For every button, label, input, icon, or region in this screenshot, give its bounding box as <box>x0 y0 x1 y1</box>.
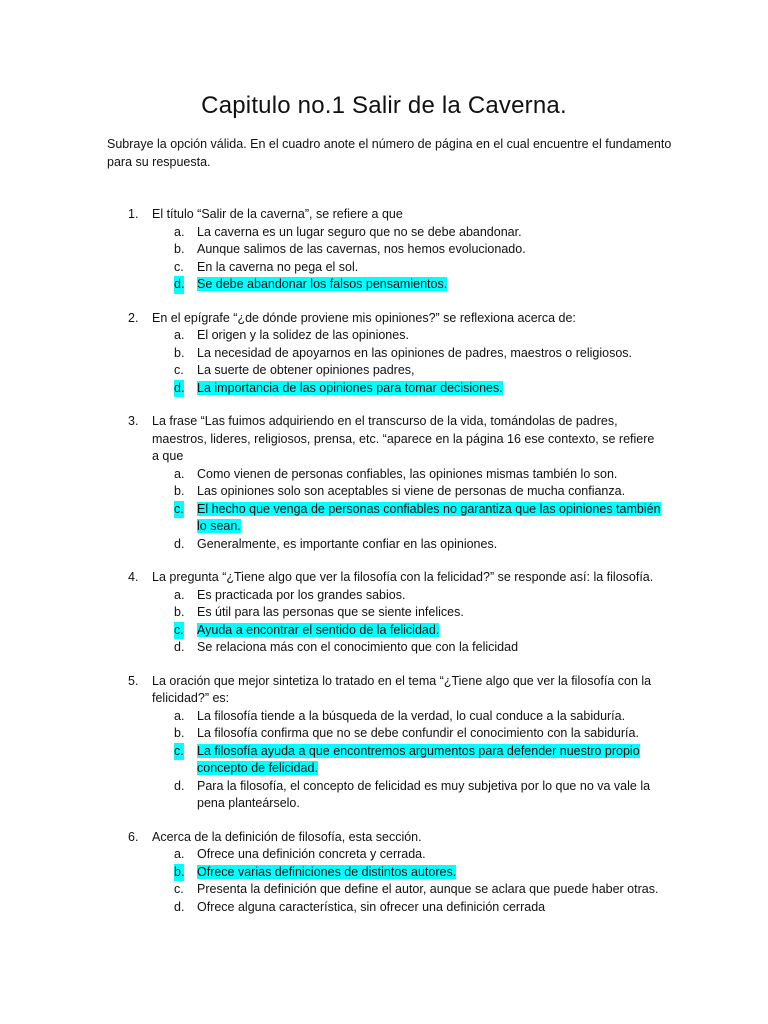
option-6-b-highlighted <box>0 864 768 882</box>
option-letter: c. <box>174 259 184 274</box>
question-text: La oración que mejor sintetiza lo tratado en el tema “¿Tiene algo que ver la filosofía con la felicidad?” es: <box>152 673 652 705</box>
option-letter: b. <box>174 242 185 256</box>
option-text: Generalmente, es importante confiar en las opiniones. <box>197 536 498 551</box>
option-letter: a. <box>174 847 185 861</box>
option-list <box>0 327 768 397</box>
option-text: La filosofía ayuda a que encontremos argumentos para defender nuestro propio concepto de felicidad. <box>197 743 640 775</box>
option-letter: b. <box>174 605 185 619</box>
option-text-wrap <box>197 743 662 778</box>
option-text: La suerte de obtener opiniones padres, <box>197 363 415 377</box>
question-3 <box>0 413 768 553</box>
option-text: Las opiniones solo son aceptables si viene de personas de mucha confianza. <box>197 484 626 498</box>
option-letter: a. <box>174 466 185 481</box>
option-text: La filosofía confirma que no se debe confundir el conocimiento con la sabiduría. <box>197 726 639 740</box>
option-text: En la caverna no pega el sol. <box>197 259 359 274</box>
option-text-wrap <box>197 466 662 484</box>
option-letter: b. <box>174 345 185 360</box>
option-2-c <box>0 362 768 380</box>
question-2 <box>0 310 768 398</box>
question-number: 5. <box>128 673 139 688</box>
option-letter: d. <box>174 640 185 654</box>
option-list <box>0 587 768 657</box>
question-text: El título “Salir de la caverna”, se refiere a que <box>152 207 403 221</box>
option-text: La importancia de las opiniones para tomar decisiones. <box>197 380 503 395</box>
question-text: En el epígrafe “¿de dónde proviene mis opiniones?” se reflexiona acerca de: <box>152 310 576 325</box>
option-text-wrap <box>197 846 662 864</box>
question-number: 6. <box>128 829 139 844</box>
question-5 <box>0 673 768 813</box>
option-2-a <box>0 327 768 345</box>
option-text-wrap <box>197 622 662 640</box>
question-4 <box>0 569 768 657</box>
instructions-text: Subraye la opción válida. En el cuadro anote el número de página en el cual encuentre el fundamento para su respuesta. <box>107 137 672 169</box>
option-text-wrap <box>197 241 662 259</box>
option-text: El hecho que venga de personas confiables no garantiza que las opiniones también lo sean. <box>197 501 661 533</box>
question-text: Acerca de la definición de filosofía, esta sección. <box>152 829 422 844</box>
option-5-c-highlighted <box>0 743 768 778</box>
option-text: Es practicada por los grandes sabios. <box>197 587 406 602</box>
option-text-wrap <box>197 362 662 380</box>
question-number: 1. <box>128 207 139 221</box>
option-letter: c. <box>174 501 184 519</box>
option-text-wrap <box>197 483 662 501</box>
option-text: Se relaciona más con el conocimiento que con la felicidad <box>197 640 519 654</box>
option-text: Ofrece una definición concreta y cerrada. <box>197 847 426 861</box>
option-6-c <box>0 881 768 899</box>
question-1 <box>0 206 768 294</box>
option-text: Se debe abandonar los falsos pensamientos. <box>197 277 448 291</box>
option-letter: c. <box>174 882 184 896</box>
option-text-wrap <box>197 604 662 622</box>
option-letter: d. <box>174 778 185 793</box>
option-list <box>0 708 768 813</box>
option-text-wrap <box>197 224 662 242</box>
option-2-d-highlighted <box>0 380 768 398</box>
option-text: Es útil para las personas que se siente infelices. <box>197 605 464 619</box>
option-letter: b. <box>174 484 185 498</box>
option-text: Como vienen de personas confiables, las opiniones mismas también lo son. <box>197 466 618 481</box>
option-text-wrap <box>197 708 662 726</box>
option-text-wrap <box>197 725 662 743</box>
option-text-wrap <box>197 380 662 398</box>
option-2-b <box>0 345 768 363</box>
option-5-d <box>0 778 768 813</box>
option-text: Ayuda a encontrar el sentido de la felicidad. <box>197 622 440 637</box>
option-text-wrap <box>197 864 662 882</box>
option-letter: c. <box>174 743 184 761</box>
option-text: Presenta la definición que define el autor, aunque se aclara que puede haber otras. <box>197 882 659 896</box>
option-text-wrap <box>197 501 662 536</box>
option-4-b <box>0 604 768 622</box>
option-letter: a. <box>174 328 185 342</box>
option-text: Aunque salimos de las cavernas, nos hemos evolucionado. <box>197 242 526 256</box>
option-text-wrap <box>197 276 662 294</box>
page-title: Capitulo no.1 Salir de la Caverna. <box>201 92 567 119</box>
option-4-c-highlighted <box>0 622 768 640</box>
option-1-d-highlighted <box>0 276 768 294</box>
option-letter: b. <box>174 726 185 740</box>
option-text-wrap <box>197 778 662 813</box>
option-letter: d. <box>174 276 184 294</box>
option-text-wrap <box>197 881 662 899</box>
option-letter: c. <box>174 363 184 377</box>
option-letter: a. <box>174 587 185 602</box>
option-text: Para la filosofía, el concepto de felicidad es muy subjetiva por lo que no va vale la pena planteárselo. <box>197 778 651 810</box>
option-6-a <box>0 846 768 864</box>
option-text: Ofrece alguna característica, sin ofrecer una definición cerrada <box>197 899 546 914</box>
option-3-d <box>0 536 768 554</box>
question-text: La frase “Las fuimos adquiriendo en el transcurso de la vida, tomándolas de padres, maestros, lideres, religiosos, prensa, etc. “aparece en la página 16 ese contexto, se refiere a que <box>152 414 655 463</box>
option-5-a <box>0 708 768 726</box>
option-3-c-highlighted <box>0 501 768 536</box>
question-number: 3. <box>128 414 139 428</box>
option-letter: a. <box>174 224 185 239</box>
option-text-wrap <box>197 345 662 363</box>
option-text: La filosofía tiende a la búsqueda de la verdad, lo cual conduce a la sabiduría. <box>197 708 626 723</box>
question-list <box>0 206 768 932</box>
option-letter: a. <box>174 708 185 723</box>
option-4-d <box>0 639 768 657</box>
option-4-a <box>0 587 768 605</box>
option-text: La necesidad de apoyarnos en las opiniones de padres, maestros o religiosos. <box>197 345 632 360</box>
option-6-d <box>0 899 768 917</box>
option-text-wrap <box>197 327 662 345</box>
option-letter: c. <box>174 622 184 640</box>
option-text-wrap <box>197 259 662 277</box>
option-list <box>0 846 768 916</box>
option-text: El origen y la solidez de las opiniones. <box>197 328 409 342</box>
question-number: 2. <box>128 310 139 325</box>
option-letter: b. <box>174 864 184 882</box>
option-3-a <box>0 466 768 484</box>
option-letter: d. <box>174 380 184 398</box>
option-1-c <box>0 259 768 277</box>
question-text: La pregunta “¿Tiene algo que ver la filosofía con la felicidad?” se responde así: la filosofía. <box>152 570 654 584</box>
option-5-b <box>0 725 768 743</box>
option-letter: d. <box>174 899 185 914</box>
option-text-wrap <box>197 536 662 554</box>
option-text-wrap <box>197 639 662 657</box>
option-text-wrap <box>197 899 662 917</box>
option-3-b <box>0 483 768 501</box>
option-1-b <box>0 241 768 259</box>
option-letter: d. <box>174 536 185 551</box>
option-text: La caverna es un lugar seguro que no se debe abandonar. <box>197 224 522 239</box>
question-number: 4. <box>128 570 139 584</box>
option-1-a <box>0 224 768 242</box>
option-text-wrap <box>197 587 662 605</box>
question-6 <box>0 829 768 917</box>
option-text: Ofrece varias definiciones de distintos autores. <box>197 864 457 879</box>
option-list <box>0 224 768 294</box>
option-list <box>0 466 768 554</box>
